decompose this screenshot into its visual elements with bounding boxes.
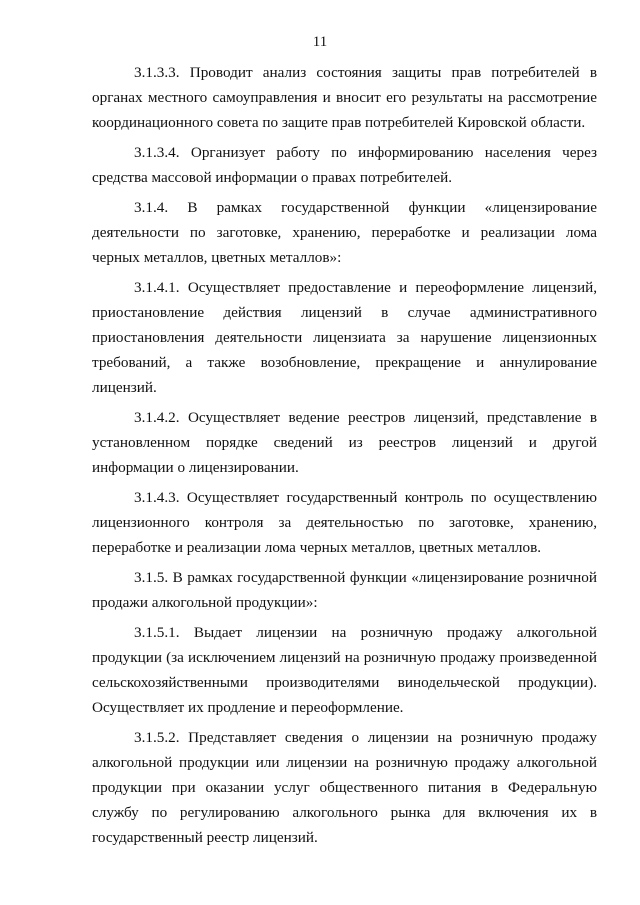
paragraph-3-1-3-3: 3.1.3.3. Проводит анализ состояния защиты прав потребителей в органах местного самоуправления и вносит его результаты на рассмотрение координационного совета по защите прав потребителей Кировской области.	[92, 64, 597, 131]
page-number: 11	[312, 34, 328, 50]
paragraph-3-1-4-2: 3.1.4.2. Осуществляет ведение реестров лицензий, представление в установленном порядке сведений из реестров лицензий и другой информации о лицензировании.	[92, 409, 597, 476]
document-body	[92, 60, 597, 850]
paragraph-3-1-5-1: 3.1.5.1. Выдает лицензии на розничную продажу алкогольной продукции (за исключением лицензий на розничную продажу произведенной сельскохозяйственными производителями винодельческой продукции). Осуществляет их продление и переоформление.	[92, 624, 597, 716]
paragraph-3-1-3-4: 3.1.3.4. Организует работу по информированию населения через средства массовой информации о правах потребителей.	[92, 144, 597, 186]
paragraph-3-1-4: 3.1.4. В рамках государственной функции «лицензирование деятельности по заготовке, хранению, переработке и реализации лома черных металлов, цветных металлов»:	[92, 199, 597, 266]
paragraph-3-1-5-2: 3.1.5.2. Представляет сведения о лицензии на розничную продажу алкогольной продукции или лицензии на розничную продажу алкогольной продукции при оказании услуг общественного питания в Федеральную службу по регулированию алкогольного рынка для включения их в государственный реестр лицензий.	[92, 729, 597, 846]
paragraph-3-1-4-3: 3.1.4.3. Осуществляет государственный контроль по осуществлению лицензионного контроля за деятельностью по заготовке, хранению, переработке и реализации лома черных металлов, цветных металлов.	[92, 489, 597, 556]
paragraph-3-1-5: 3.1.5. В рамках государственной функции «лицензирование розничной продажи алкогольной продукции»:	[92, 569, 597, 611]
paragraph-3-1-4-1: 3.1.4.1. Осуществляет предоставление и переоформление лицензий, приостановление действия лицензий в случае административного приостановления деятельности лицензиата за нарушение лицензионных требований, а также возобновление, прекращение и аннулирование лицензий.	[92, 279, 597, 396]
